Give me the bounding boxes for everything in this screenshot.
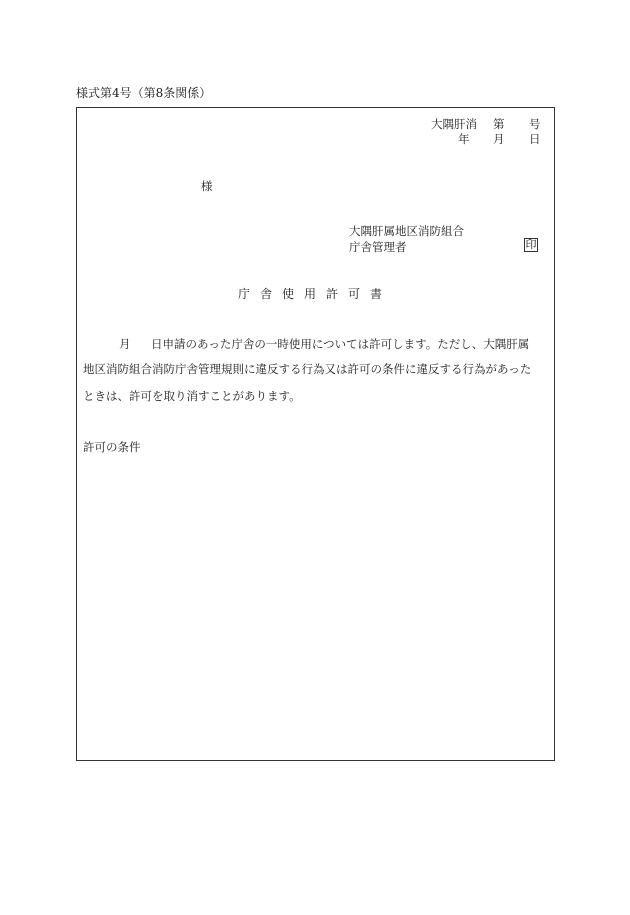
document-number-dai: 第 [493, 117, 505, 131]
date-year-label: 年 [458, 132, 470, 146]
conditions-label: 許可の条件 [83, 440, 141, 454]
date-month-label: 月 [493, 132, 505, 146]
addressee-honorific: 様 [201, 179, 213, 193]
form-number-label: 様式第4号（第8条関係） [76, 86, 212, 100]
document-number-org: 大隅肝消 [431, 117, 477, 131]
document-frame [76, 107, 555, 761]
issuer-organization: 大隅肝属地区消防組合 [349, 224, 464, 238]
body-month-label: 月 [119, 337, 131, 351]
body-text-line-1: 日申請のあった庁舎の一時使用については許可します。ただし、大隅肝属 [151, 337, 530, 351]
body-text-line-2: 地区消防組合消防庁舎管理規則に違反する行為又は許可の条件に違反する行為があった [83, 362, 532, 376]
body-text-line-3: ときは、許可を取り消すことがあります。 [83, 389, 301, 403]
document-number-go: 号 [529, 117, 541, 131]
issuer-title: 庁舎管理者 [349, 240, 407, 254]
document-title: 庁舎使用許可書 [238, 287, 393, 301]
date-day-label: 日 [529, 132, 541, 146]
seal-mark: 印 [525, 238, 537, 251]
